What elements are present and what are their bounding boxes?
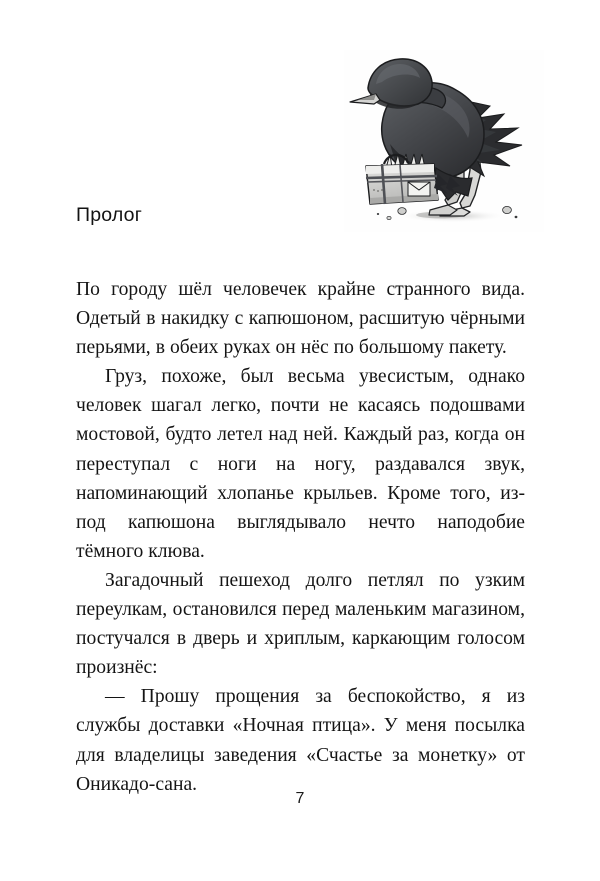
paragraph: Груз, похоже, был весьма увесистым, однако человек шагал легко, почти не касаясь подошвами мостовой, будто летел над ней. Каждый раз, когда он переступал с ноги на ногу, раздавался звук, напоминающий хлопанье крыльев. Кроме того, из-под капюшона выглядывало нечто наподобие тёмного клюва. <box>76 366 525 562</box>
paragraph: По городу шёл человечек крайне странного вида. Одетый в накидку с капюшоном, расшитую чёрными перьями, в обеих руках он нёс по большому пакету. <box>76 279 525 359</box>
body-text <box>76 275 525 799</box>
chapter-illustration <box>344 50 544 232</box>
paragraph: — Прошу прощения за беспокойство, я из службы доставки «Ночная птица». У меня посылка для владелицы заведения «Счастье за монетку» от Оникадо-сана. <box>76 686 525 795</box>
crow-courier-illustration <box>344 50 544 232</box>
page-number: 7 <box>295 790 305 807</box>
page-title: Пролог <box>76 204 143 227</box>
paragraph: Загадочный пешеход долго петлял по узким переулкам, остановился перед маленьким магазином, постучался в дверь и хриплым, каркающим голосом произнёс: <box>76 569 525 679</box>
